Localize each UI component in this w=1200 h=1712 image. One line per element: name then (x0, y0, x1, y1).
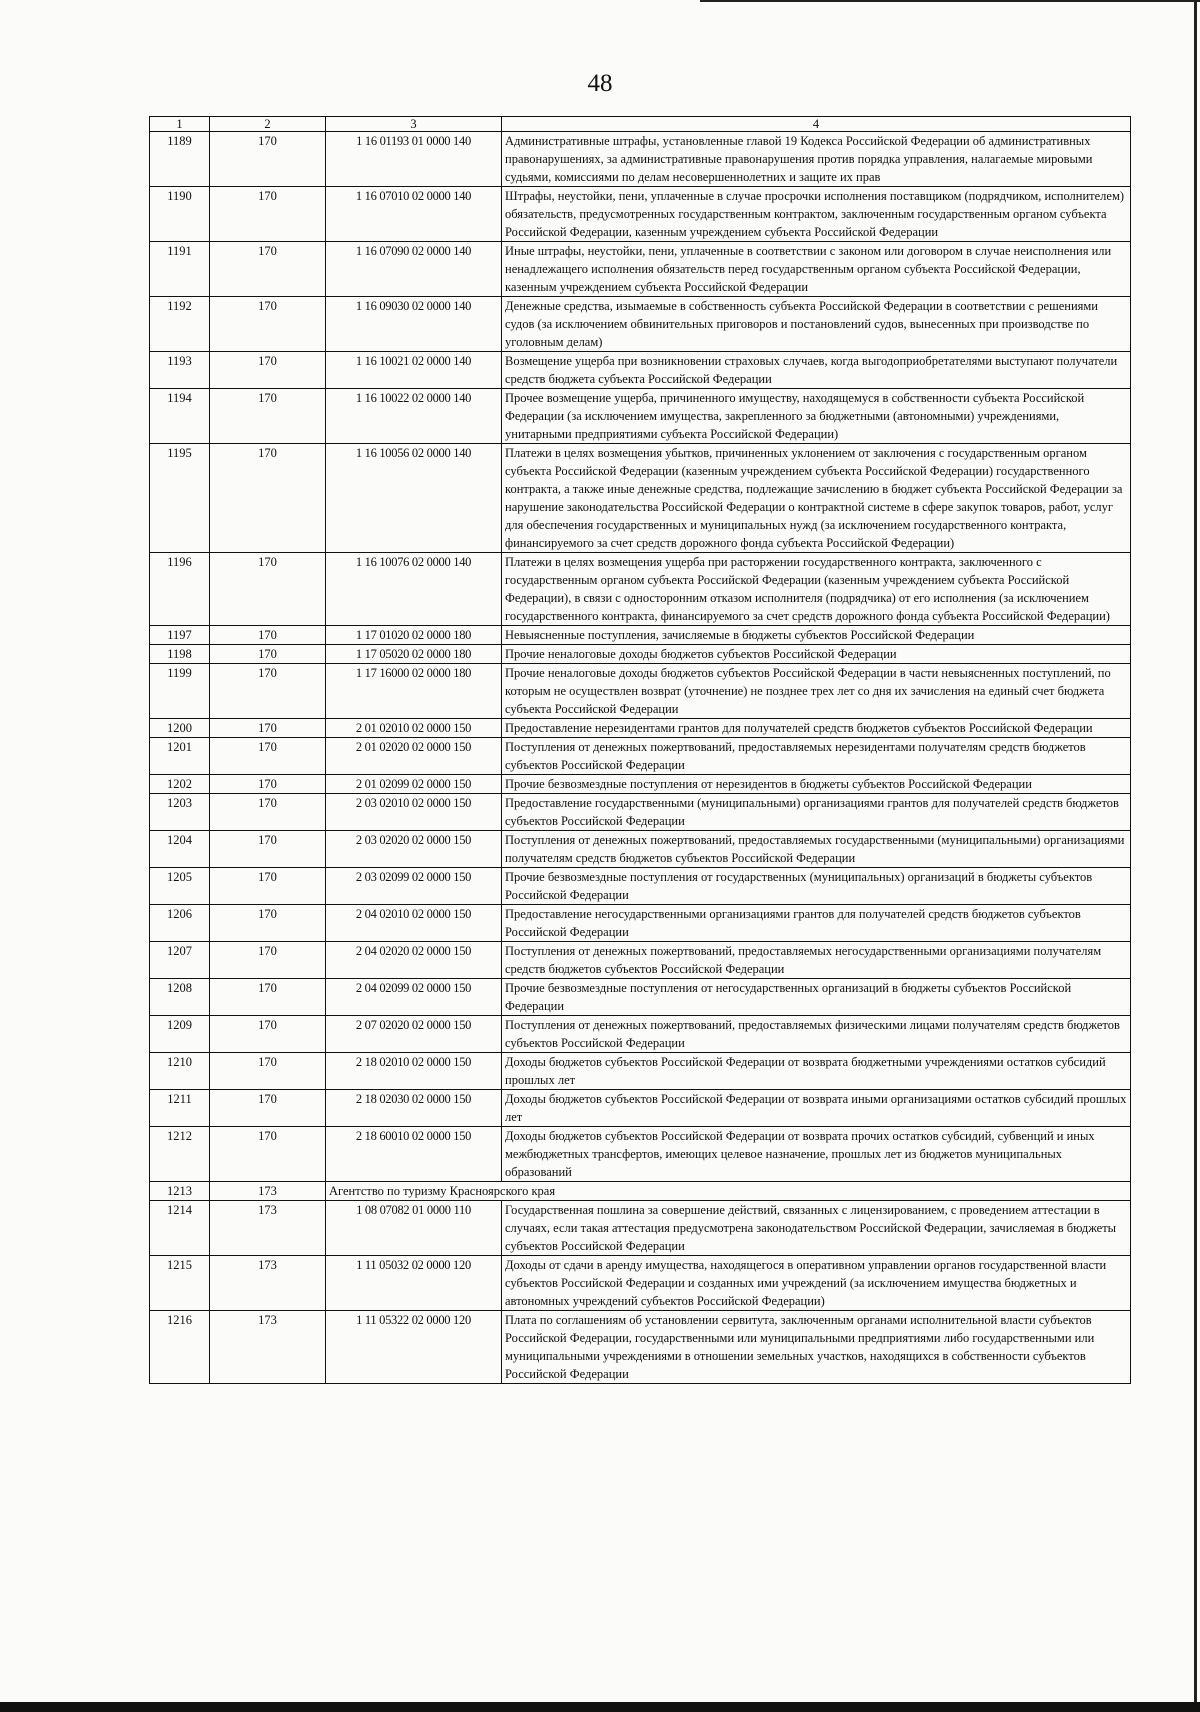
budget-classification-code: 2 07 02020 02 0000 150 (326, 1016, 502, 1053)
budget-classification-code: 1 16 10021 02 0000 140 (326, 352, 502, 389)
row-number: 1208 (150, 979, 210, 1016)
table-row (150, 187, 1131, 242)
row-number: 1209 (150, 1016, 210, 1053)
admin-code: 170 (210, 1127, 326, 1182)
admin-code: 170 (210, 187, 326, 242)
budget-classification-code: 2 04 02020 02 0000 150 (326, 942, 502, 979)
row-number: 1196 (150, 553, 210, 626)
row-number: 1212 (150, 1127, 210, 1182)
header-col-3: 3 (326, 117, 502, 132)
revenue-description: Доходы бюджетов субъектов Российской Федерации от возврата бюджетными учреждениями остатков субсидий прошлых лет (502, 1053, 1131, 1090)
admin-code: 170 (210, 553, 326, 626)
admin-code: 170 (210, 664, 326, 719)
table-row (150, 1090, 1131, 1127)
row-number: 1210 (150, 1053, 210, 1090)
scan-edge-top (700, 0, 1200, 2)
header-col-2: 2 (210, 117, 326, 132)
table-row (150, 719, 1131, 738)
revenue-description: Административные штрафы, установленные главой 19 Кодекса Российской Федерации об административных правонарушениях, за административные правонарушения против порядка управления, налагаемые мировыми судьями, комиссиями по делам несовершеннолетних и защите их прав (502, 132, 1131, 187)
table-row (150, 297, 1131, 352)
table-row (150, 132, 1131, 187)
table-row (150, 664, 1131, 719)
row-number: 1199 (150, 664, 210, 719)
table-row (150, 868, 1131, 905)
row-number: 1191 (150, 242, 210, 297)
table-row (150, 942, 1131, 979)
admin-code: 170 (210, 905, 326, 942)
revenue-description: Прочие безвозмездные поступления от негосударственных организаций в бюджеты субъектов Российской Федерации (502, 979, 1131, 1016)
revenue-description: Поступления от денежных пожертвований, предоставляемых негосударственными организациями получателям средств бюджетов субъектов Российской Федерации (502, 942, 1131, 979)
budget-classification-code: 2 18 02010 02 0000 150 (326, 1053, 502, 1090)
revenue-description: Платежи в целях возмещения ущерба при расторжении государственного контракта, заключенного с государственным органом субъекта Российской Федерации (казенным учреждением субъекта Российской Федерации), в связи с односторонним отказом исполнителя (подрядчика) от его исполнения (за исключением государственного контракта, финансируемого за счет средств дорожного фонда субъекта Российской Федерации) (502, 553, 1131, 626)
revenue-description: Предоставление государственными (муниципальными) организациями грантов для получателей средств бюджетов субъектов Российской Федерации (502, 794, 1131, 831)
revenue-codes-table (149, 116, 1131, 1384)
budget-classification-code: 1 16 07090 02 0000 140 (326, 242, 502, 297)
admin-code: 170 (210, 444, 326, 553)
table-row (150, 1127, 1131, 1182)
table-row (150, 352, 1131, 389)
admin-code: 170 (210, 775, 326, 794)
revenue-description: Штрафы, неустойки, пени, уплаченные в случае просрочки исполнения поставщиком (подрядчиком, исполнителем) обязательств, предусмотренных государственным контрактом, заключенным государственным органом субъекта Российской Федерации, казенным учреждением субъекта Российской Федерации (502, 187, 1131, 242)
budget-classification-code: 2 18 02030 02 0000 150 (326, 1090, 502, 1127)
revenue-description: Плата по соглашениям об установлении сервитута, заключенным органами исполнительной власти субъектов Российской Федерации, государственными или муниципальными предприятиями либо государственными или муниципальными учреждениями в отношении земельных участков, находящихся в собственности субъектов Российской Федерации (502, 1311, 1131, 1384)
revenue-description: Прочее возмещение ущерба, причиненного имуществу, находящемуся в собственности субъекта Российской Федерации (за исключением имущества, закрепленного за бюджетными (автономными) учреждениями, унитарными предприятиями субъекта Российской Федерации) (502, 389, 1131, 444)
table-row (150, 1053, 1131, 1090)
row-number: 1192 (150, 297, 210, 352)
budget-classification-code: 2 18 60010 02 0000 150 (326, 1127, 502, 1182)
row-number: 1211 (150, 1090, 210, 1127)
budget-classification-code: 2 04 02099 02 0000 150 (326, 979, 502, 1016)
budget-classification-code: 1 11 05032 02 0000 120 (326, 1256, 502, 1311)
row-number: 1201 (150, 738, 210, 775)
table-row (150, 389, 1131, 444)
scan-edge-right (1194, 0, 1197, 1712)
revenue-description: Предоставление нерезидентами грантов для получателей средств бюджетов субъектов Российской Федерации (502, 719, 1131, 738)
admin-code: 170 (210, 1053, 326, 1090)
row-number: 1202 (150, 775, 210, 794)
budget-classification-code: 2 04 02010 02 0000 150 (326, 905, 502, 942)
row-number: 1204 (150, 831, 210, 868)
revenue-description: Прочие безвозмездные поступления от нерезидентов в бюджеты субъектов Российской Федерации (502, 775, 1131, 794)
revenue-description: Предоставление негосударственными организациями грантов для получателей средств бюджетов субъектов Российской Федерации (502, 905, 1131, 942)
budget-classification-code: 1 17 01020 02 0000 180 (326, 626, 502, 645)
row-number: 1193 (150, 352, 210, 389)
admin-code: 170 (210, 868, 326, 905)
budget-classification-code: 1 16 10056 02 0000 140 (326, 444, 502, 553)
budget-classification-code: 1 08 07082 01 0000 110 (326, 1201, 502, 1256)
admin-code: 170 (210, 942, 326, 979)
revenue-description: Прочие неналоговые доходы бюджетов субъектов Российской Федерации (502, 645, 1131, 664)
revenue-description: Иные штрафы, неустойки, пени, уплаченные в соответствии с законом или договором в случае неисполнения или ненадлежащего исполнения обязательств перед государственным органом субъекта Российской Федерации, казенным учреждением субъекта Российской Федерации (502, 242, 1131, 297)
table-header-row (150, 117, 1131, 132)
table-row (150, 1311, 1131, 1384)
row-number: 1216 (150, 1311, 210, 1384)
row-number: 1189 (150, 132, 210, 187)
table-row (150, 444, 1131, 553)
table-row (150, 794, 1131, 831)
table-row (150, 905, 1131, 942)
table-body (150, 132, 1131, 1384)
header-col-1: 1 (150, 117, 210, 132)
admin-code: 173 (210, 1311, 326, 1384)
admin-code: 170 (210, 626, 326, 645)
budget-classification-code: 2 01 02020 02 0000 150 (326, 738, 502, 775)
revenue-description: Государственная пошлина за совершение действий, связанных с лицензированием, с проведением аттестации в случаях, если такая аттестация предусмотрена законодательством Российской Федерации, зачисляемая в бюджеты субъектов Российской Федерации (502, 1201, 1131, 1256)
table-row (150, 979, 1131, 1016)
table-row (150, 553, 1131, 626)
table-row (150, 1256, 1131, 1311)
budget-classification-code: 1 16 10076 02 0000 140 (326, 553, 502, 626)
header-col-4: 4 (502, 117, 1131, 132)
budget-classification-code: 2 03 02020 02 0000 150 (326, 831, 502, 868)
row-number: 1203 (150, 794, 210, 831)
row-number: 1207 (150, 942, 210, 979)
row-number: 1213 (150, 1182, 210, 1201)
revenue-description: Доходы от сдачи в аренду имущества, находящегося в оперативном управлении органов государственной власти субъектов Российской Федерации и созданных ими учреждений (за исключением имущества бюджетных и автономных учреждений субъектов Российской Федерации) (502, 1256, 1131, 1311)
revenue-description: Платежи в целях возмещения убытков, причиненных уклонением от заключения с государственным органом субъекта Российской Федерации (казенным учреждением субъекта Российской Федерации) государственного контракта, а также иные денежные средства, подлежащие зачислению в бюджет субъекта Российской Федерации за нарушение законодательства Российской Федерации о контрактной системе в сфере закупок товаров, работ, услуг для обеспечения государственных и муниципальных нужд (за исключением государственного контракта, финансируемого за счет средств дорожного фонда субъекта Российской Федерации) (502, 444, 1131, 553)
admin-code: 173 (210, 1201, 326, 1256)
budget-classification-code: 2 03 02010 02 0000 150 (326, 794, 502, 831)
row-number: 1214 (150, 1201, 210, 1256)
row-number: 1200 (150, 719, 210, 738)
table-row (150, 1016, 1131, 1053)
budget-classification-code: 1 16 07010 02 0000 140 (326, 187, 502, 242)
budget-classification-code: 1 17 16000 02 0000 180 (326, 664, 502, 719)
revenue-description: Доходы бюджетов субъектов Российской Федерации от возврата иными организациями остатков субсидий прошлых лет (502, 1090, 1131, 1127)
table-row (150, 645, 1131, 664)
row-number: 1206 (150, 905, 210, 942)
table-row (150, 1201, 1131, 1256)
admin-code: 170 (210, 831, 326, 868)
admin-code: 170 (210, 719, 326, 738)
revenue-description: Прочие неналоговые доходы бюджетов субъектов Российской Федерации в части невыясненных поступлений, по которым не осуществлен возврат (уточнение) не позднее трех лет со дня их зачисления на единый счет бюджета субъекта Российской Федерации (502, 664, 1131, 719)
admin-code: 170 (210, 1016, 326, 1053)
row-number: 1198 (150, 645, 210, 664)
admin-code: 170 (210, 132, 326, 187)
table-row (150, 626, 1131, 645)
table-row (150, 1182, 1131, 1201)
admin-code: 170 (210, 794, 326, 831)
agency-name: Агентство по туризму Красноярского края (326, 1182, 1131, 1201)
scan-edge-bottom (0, 1702, 1200, 1712)
revenue-description: Невыясненные поступления, зачисляемые в бюджеты субъектов Российской Федерации (502, 626, 1131, 645)
revenue-description: Денежные средства, изымаемые в собственность субъекта Российской Федерации в соответствии с решениями судов (за исключением обвинительных приговоров и постановлений судов, вынесенных при производстве по уголовным делам) (502, 297, 1131, 352)
admin-code: 173 (210, 1256, 326, 1311)
row-number: 1190 (150, 187, 210, 242)
row-number: 1195 (150, 444, 210, 553)
budget-classification-code: 2 01 02099 02 0000 150 (326, 775, 502, 794)
budget-classification-code: 1 11 05322 02 0000 120 (326, 1311, 502, 1384)
revenue-description: Поступления от денежных пожертвований, предоставляемых нерезидентами получателям средств бюджетов субъектов Российской Федерации (502, 738, 1131, 775)
budget-classification-code: 2 03 02099 02 0000 150 (326, 868, 502, 905)
admin-code: 173 (210, 1182, 326, 1201)
revenue-description: Поступления от денежных пожертвований, предоставляемых государственными (муниципальными) организациями получателям средств бюджетов субъектов Российской Федерации (502, 831, 1131, 868)
budget-classification-code: 1 16 10022 02 0000 140 (326, 389, 502, 444)
admin-code: 170 (210, 297, 326, 352)
row-number: 1194 (150, 389, 210, 444)
budget-classification-code: 1 16 01193 01 0000 140 (326, 132, 502, 187)
row-number: 1215 (150, 1256, 210, 1311)
admin-code: 170 (210, 645, 326, 664)
revenue-description: Доходы бюджетов субъектов Российской Федерации от возврата прочих остатков субсидий, субвенций и иных межбюджетных трансфертов, имеющих целевое назначение, прошлых лет из бюджетов муниципальных образований (502, 1127, 1131, 1182)
revenue-description: Поступления от денежных пожертвований, предоставляемых физическими лицами получателям средств бюджетов субъектов Российской Федерации (502, 1016, 1131, 1053)
budget-classification-code: 2 01 02010 02 0000 150 (326, 719, 502, 738)
budget-classification-code: 1 17 05020 02 0000 180 (326, 645, 502, 664)
table-row (150, 738, 1131, 775)
table-row (150, 242, 1131, 297)
admin-code: 170 (210, 979, 326, 1016)
row-number: 1205 (150, 868, 210, 905)
revenue-description: Прочие безвозмездные поступления от государственных (муниципальных) организаций в бюджеты субъектов Российской Федерации (502, 868, 1131, 905)
admin-code: 170 (210, 242, 326, 297)
row-number: 1197 (150, 626, 210, 645)
admin-code: 170 (210, 738, 326, 775)
table-row (150, 831, 1131, 868)
revenue-description: Возмещение ущерба при возникновении страховых случаев, когда выгодоприобретателями выступают получатели средств бюджета субъекта Российской Федерации (502, 352, 1131, 389)
admin-code: 170 (210, 389, 326, 444)
page-number: 48 (587, 70, 613, 97)
admin-code: 170 (210, 1090, 326, 1127)
admin-code: 170 (210, 352, 326, 389)
table-row (150, 775, 1131, 794)
budget-classification-code: 1 16 09030 02 0000 140 (326, 297, 502, 352)
